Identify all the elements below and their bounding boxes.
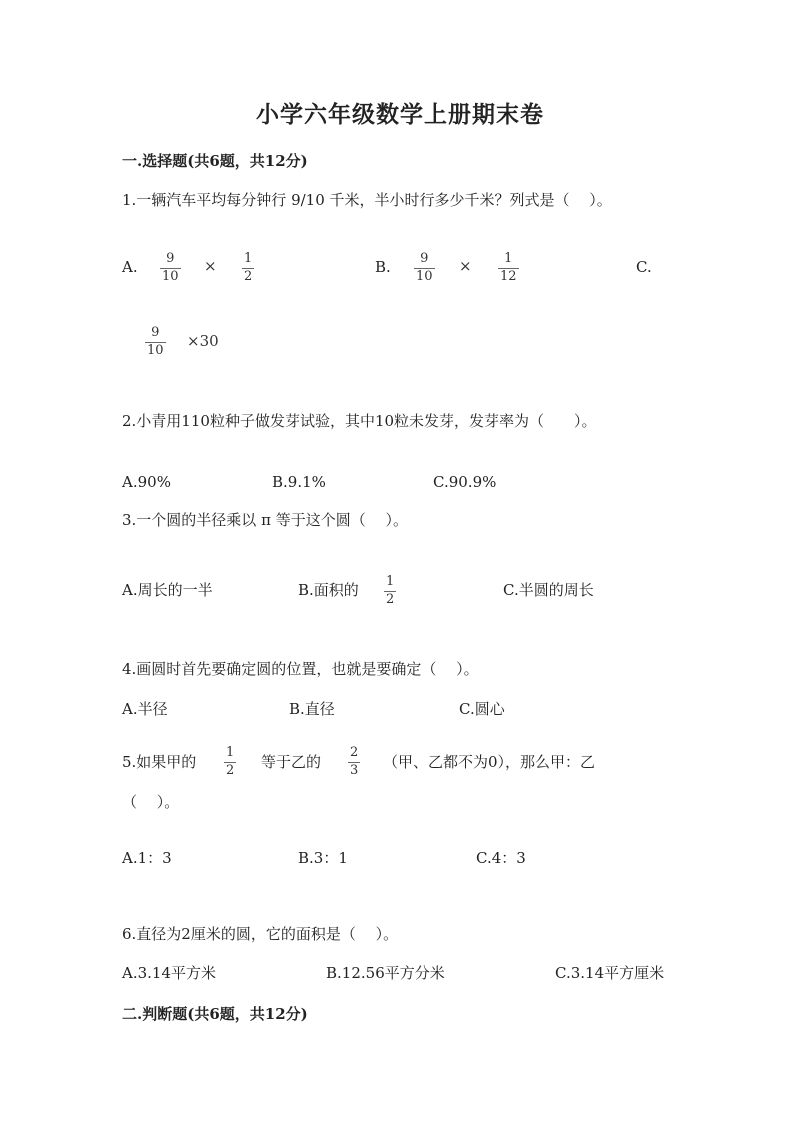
- times-sign: ×: [204, 257, 217, 275]
- q6-option-b: B.12.56平方分米: [326, 964, 445, 982]
- q6-option-c: C.3.14平方厘米: [555, 964, 665, 982]
- denominator: 12: [500, 269, 517, 284]
- q5-fraction-1: [224, 746, 236, 778]
- q1-option-c-fraction: [145, 326, 166, 358]
- question-5-prefix: 5.如果甲的: [122, 753, 197, 771]
- numerator: 9: [420, 251, 429, 266]
- denominator: 2: [226, 763, 235, 778]
- q1-option-a-fraction-2: [242, 252, 254, 284]
- numerator: 9: [166, 251, 175, 266]
- denominator: 10: [416, 269, 433, 284]
- question-5-suffix: （甲、乙都不为0），那么甲：乙: [383, 753, 596, 771]
- question-3-stem: 3.一个圆的半径乘以 π 等于这个圆（ ）。: [122, 511, 408, 529]
- section-heading-judgement: 二.判断题(共6题，共12分): [122, 1005, 308, 1023]
- question-5-line-2: （ ）。: [122, 793, 180, 811]
- question-4-stem: 4.画圆时首先要确定圆的位置，也就是要确定（ ）。: [122, 660, 479, 678]
- q5-option-a: A.1：3: [122, 849, 172, 867]
- question-2-stem: 2.小青用110粒种子做发芽试验，其中10粒未发芽，发芽率为（ ）。: [122, 412, 597, 430]
- denominator: 3: [350, 763, 359, 778]
- q1-option-b-fraction-2: [498, 252, 519, 284]
- denominator: 10: [162, 269, 179, 284]
- q3-option-b-fraction: [384, 575, 396, 607]
- denominator: 10: [147, 343, 164, 358]
- denominator: 2: [386, 592, 395, 607]
- q1-option-a-fraction-1: [160, 252, 181, 284]
- numerator: 1: [244, 251, 253, 266]
- q1-option-c-tail: ×30: [187, 332, 219, 350]
- q3-option-a: A.周长的一半: [122, 581, 213, 599]
- q5-fraction-2: [348, 746, 360, 778]
- numerator: 9: [151, 325, 160, 340]
- question-5-middle: 等于乙的: [261, 753, 322, 771]
- denominator: 2: [244, 269, 253, 284]
- question-1-stem: 1.一辆汽车平均每分钟行 9/10 千米，半小时行多少千米？列式是（ ）。: [122, 191, 612, 209]
- q1-option-b-label: B.: [375, 258, 391, 276]
- page-title: 小学六年级数学上册期末卷: [256, 101, 544, 128]
- q5-option-c: C.4：3: [476, 849, 526, 867]
- question-6-stem: 6.直径为2厘米的圆，它的面积是（ ）。: [122, 925, 399, 943]
- q5-option-b: B.3：1: [298, 849, 348, 867]
- q2-option-a: A.90%: [122, 473, 171, 491]
- numerator: 1: [226, 745, 235, 760]
- q3-option-b: B.面积的: [298, 581, 359, 599]
- q1-option-b-fraction-1: [414, 252, 435, 284]
- q2-option-c: C.90.9%: [433, 473, 497, 491]
- q1-option-c-label: C.: [636, 258, 652, 276]
- q4-option-a: A.半径: [122, 700, 168, 718]
- q1-option-a-label: A.: [122, 258, 138, 276]
- times-sign: ×: [459, 257, 472, 275]
- section-heading-choice: 一.选择题(共6题，共12分): [122, 152, 308, 170]
- numerator: 2: [350, 745, 359, 760]
- q6-option-a: A.3.14平方米: [122, 964, 216, 982]
- q4-option-b: B.直径: [289, 700, 335, 718]
- numerator: 1: [504, 251, 513, 266]
- q2-option-b: B.9.1%: [272, 473, 326, 491]
- q4-option-c: C.圆心: [459, 700, 505, 718]
- q3-option-c: C.半圆的周长: [503, 581, 594, 599]
- numerator: 1: [386, 574, 395, 589]
